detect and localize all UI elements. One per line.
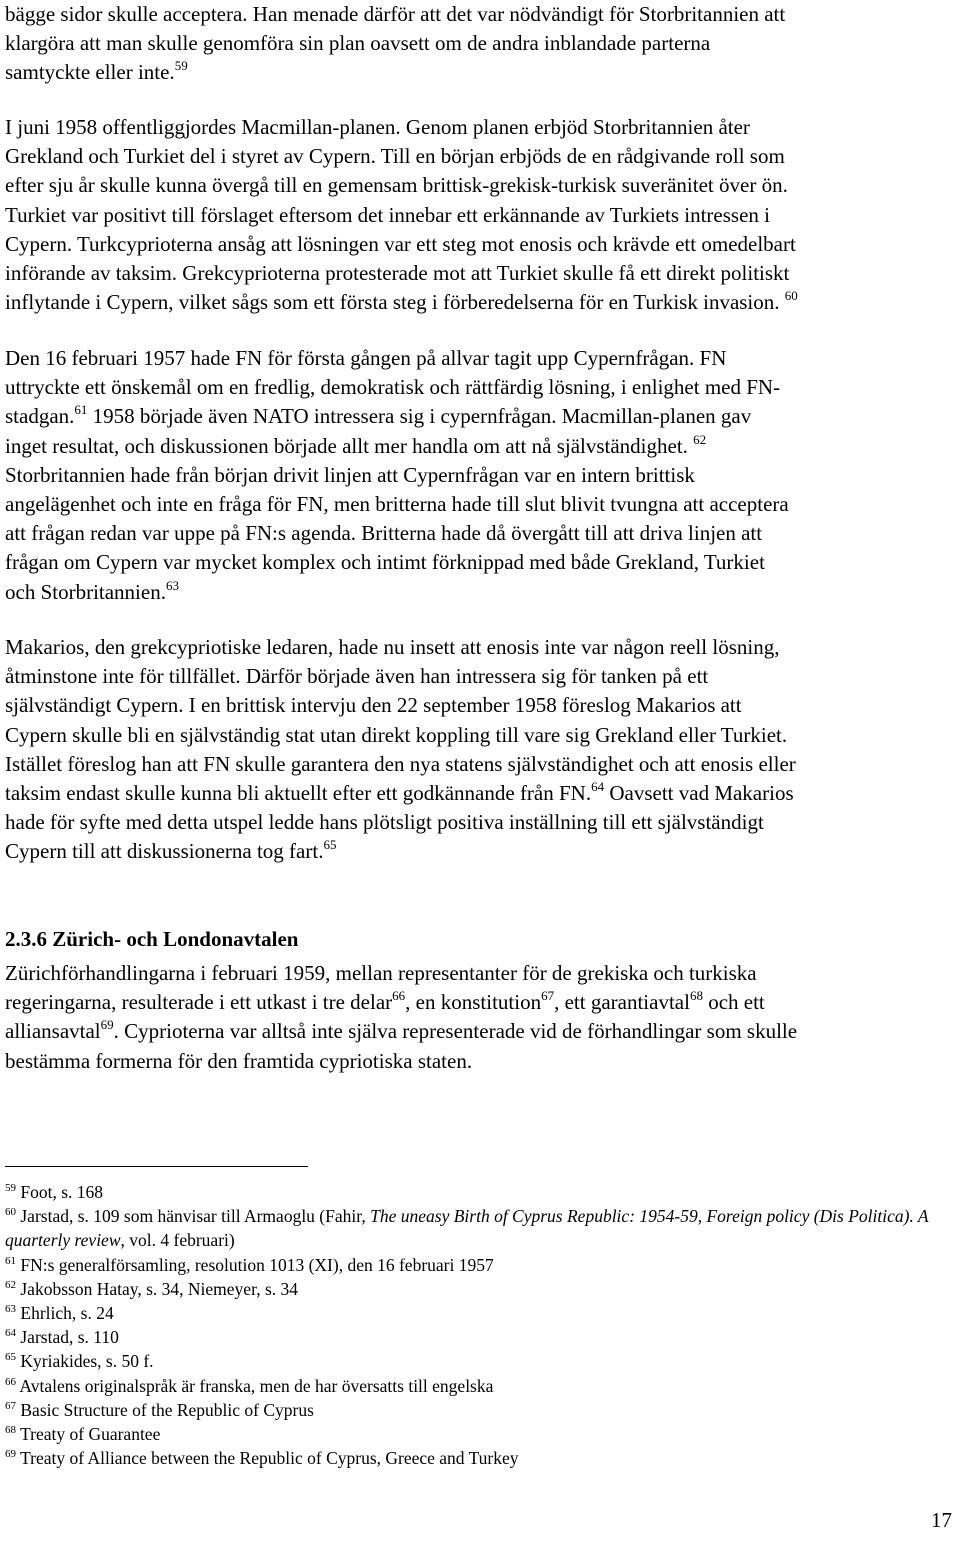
text-segment: stadgan.: [5, 404, 75, 429]
text-segment: samtyckte eller inte.: [5, 60, 175, 85]
text-segment: Cypern till att diskussionerna tog fart.: [5, 839, 324, 864]
paragraph-5: [5, 959, 797, 1076]
text-line: införande av taksim. Grekcyprioterna protesterade mot att Turkiet skulle få ett direkt politiskt: [5, 260, 790, 285]
footnote-65: [5, 1349, 955, 1373]
footnote-number: 63: [5, 1303, 16, 1316]
section-heading: 2.3.6 Zürich- och Londonavtalen: [5, 927, 299, 951]
text-line: åtminstone inte för tillfället. Därför började även han intressera sig för tanken på ett: [5, 664, 709, 689]
footnote-text: Treaty of Guarantee: [20, 1424, 161, 1445]
text-segment: inflytande i Cypern, vilket sågs som ett första steg i förberedelserna för en Turkisk invasion.: [5, 290, 780, 315]
text-line: Cypern. Turkcyprioterna ansåg att lösningen var ett steg mot enosis och krävde ett omedelbart: [5, 231, 796, 256]
text-line: [5, 578, 789, 607]
paragraph-2: [5, 113, 798, 317]
text-line: Istället föreslog han att FN skulle garantera den nya statens självständighet och att enosis eller: [5, 751, 796, 776]
text-line: hade för syfte med detta utspel ledde hans plötsligt positiva inställning till ett självständigt: [5, 810, 764, 835]
text-line: [5, 288, 798, 317]
text-line: Grekland och Turkiet del i styret av Cypern. Till en början erbjöds de en rådgivande roll som: [5, 144, 785, 169]
footnote-ref-67[interactable]: 67: [541, 988, 555, 1004]
text-line: [5, 402, 789, 431]
text-line: frågan om Cypern var mycket komplex och intimt förknippad med både Grekland, Turkiet: [5, 550, 765, 575]
text-line: efter sju år skulle kunna övergå till en gemensam brittisk-grekisk-turkisk suveränitet över ön.: [5, 173, 788, 198]
footnote-number: 67: [5, 1399, 16, 1412]
text-segment: alliansavtal: [5, 1019, 101, 1044]
footnote-italic-title: The uneasy Birth of Cyprus Republic: 1954-59, Foreign policy (Dis Politica). A quarterly review: [5, 1206, 929, 1251]
footnote-text: Jarstad, s. 110: [20, 1327, 119, 1348]
text-segment: . Cyprioterna var alltså inte själva representerade vid de förhandlingar som skulle: [113, 1019, 798, 1044]
footnote-text: Kyriakides, s. 50 f.: [20, 1351, 154, 1372]
footnote-ref-69[interactable]: 69: [100, 1017, 114, 1033]
footnote-number: 64: [5, 1327, 16, 1340]
text-segment: regeringarna, resulterade i ett utkast i tre delar: [5, 990, 393, 1015]
text-line: [5, 779, 796, 808]
footnote-text: Treaty of Alliance between the Republic of Cyprus, Greece and Turkey: [20, 1448, 519, 1469]
footnote-number: 66: [5, 1375, 16, 1388]
footnote-number: 65: [5, 1351, 16, 1364]
text-line: [5, 837, 796, 866]
footnote-ref-61[interactable]: 61: [74, 402, 88, 418]
text-line: självständigt Cypern. I en brittisk intervju den 22 september 1958 föreslog Makarios att: [5, 693, 742, 718]
footnote-text: Jarstad, s. 109 som hänvisar till Armaoglu (Fahir,: [20, 1206, 371, 1227]
text-segment: , en konstitution: [405, 990, 542, 1015]
text-line: I juni 1958 offentliggjordes Macmillan-planen. Genom planen erbjöd Storbritannien åter: [5, 115, 750, 139]
footnote-ref-62[interactable]: 62: [693, 431, 707, 447]
text-segment: taksim endast skulle kunna bli aktuellt efter ett godkännande från FN.: [5, 780, 592, 805]
footnote-number: 60: [5, 1206, 16, 1219]
text-line: Storbritannien hade från början drivit linjen att Cypernfrågan var en intern brittisk: [5, 462, 695, 487]
paragraph-1: [5, 0, 785, 88]
text-segment: och ett: [702, 990, 765, 1015]
text-segment: och Storbritannien.: [5, 579, 166, 604]
footnote-61: [5, 1253, 955, 1277]
text-line: Cypern skulle bli en självständig stat utan direkt koppling till vare sig Grekland eller Turkiet.: [5, 722, 788, 747]
text-line: uttryckte ett önskemål om en fredlig, demokratisk och rättfärdig lösning, i enlighet med FN-: [5, 375, 781, 400]
text-line: [5, 58, 785, 87]
text-segment: Oavsett vad Makarios: [604, 780, 794, 805]
footnote-ref-65[interactable]: 65: [323, 837, 337, 853]
text-line: [5, 1017, 797, 1046]
paragraph-3: [5, 344, 789, 607]
footnote-text: Ehrlich, s. 24: [20, 1303, 114, 1324]
footnote-text: Foot, s. 168: [20, 1182, 104, 1202]
text-line: Turkiet var positivt till förslaget eftersom det innebar ett erkännande av Turkiets intressen i: [5, 202, 770, 227]
footnote-62: [5, 1277, 955, 1301]
footnote-60: [5, 1204, 940, 1252]
footnote-number: 68: [5, 1424, 16, 1437]
footnote-separator: [5, 1166, 308, 1167]
footnote-text: Basic Structure of the Republic of Cyprus: [20, 1399, 314, 1420]
text-segment: , ett garantiavtal: [554, 990, 690, 1015]
text-line: Makarios, den grekcypriotiske ledaren, hade nu insett att enosis inte var någon reell lösning,: [5, 635, 780, 659]
text-line: Zürichförhandlingarna i februari 1959, mellan representanter för de grekiska och turkiska: [5, 961, 757, 985]
footnote-69: [5, 1446, 955, 1470]
footnote-ref-68[interactable]: 68: [689, 988, 703, 1004]
footnote-ref-60[interactable]: 60: [784, 288, 798, 304]
text-segment: 1958 började även NATO intressera sig i cypernfrågan. Macmillan-planen gav: [87, 404, 752, 429]
footnote-59: [5, 1180, 955, 1204]
footnote-ref-63[interactable]: 63: [165, 577, 179, 593]
footnote-number: 59: [5, 1182, 16, 1194]
footnote-text: , vol. 4 februari): [120, 1230, 235, 1251]
text-line: [5, 432, 789, 461]
text-line: bägge sidor skulle acceptera. Han menade därför att det var nödvändigt för Storbritannien att: [5, 2, 786, 26]
footnote-number: 61: [5, 1254, 16, 1267]
paragraph-4: [5, 633, 796, 867]
footnote-66: [5, 1374, 955, 1398]
text-line: [5, 988, 797, 1017]
footnote-text: FN:s generalförsamling, resolution 1013 (XI), den 16 februari 1957: [20, 1254, 494, 1275]
text-line: att frågan redan var uppe på FN:s agenda. Britterna hade då övergått till att driva linjen att: [5, 521, 763, 546]
text-segment: inget resultat, och diskussionen började allt mer handla om att nå självständighet.: [5, 433, 688, 458]
footnote-ref-66[interactable]: 66: [392, 988, 406, 1004]
footnote-ref-64[interactable]: 64: [591, 778, 605, 794]
footnote-text: Avtalens originalspråk är franska, men de har översatts till engelska: [19, 1375, 494, 1396]
text-line: klargöra att man skulle genomföra sin plan oavsett om de andra inblandade parterna: [5, 31, 711, 56]
text-line: bestämma formerna för den framtida cypriotiska staten.: [5, 1048, 473, 1073]
footnotes: [5, 1180, 955, 1470]
footnote-ref-59[interactable]: 59: [174, 58, 188, 74]
footnote-63: [5, 1301, 955, 1325]
page-number: 17: [931, 1508, 952, 1532]
footnote-number: 62: [5, 1278, 16, 1291]
footnote-68: [5, 1422, 955, 1446]
text-line: angelägenhet och inte en fråga för FN, men britterna hade till slut blivit tvungna att acceptera: [5, 491, 789, 516]
footnote-64: [5, 1325, 955, 1349]
footnote-67: [5, 1398, 955, 1422]
text-line: Den 16 februari 1957 hade FN för första gången på allvar tagit upp Cypernfrågan. FN: [5, 346, 727, 370]
footnote-number: 69: [5, 1448, 16, 1461]
footnote-text: Jakobsson Hatay, s. 34, Niemeyer, s. 34: [20, 1278, 299, 1299]
